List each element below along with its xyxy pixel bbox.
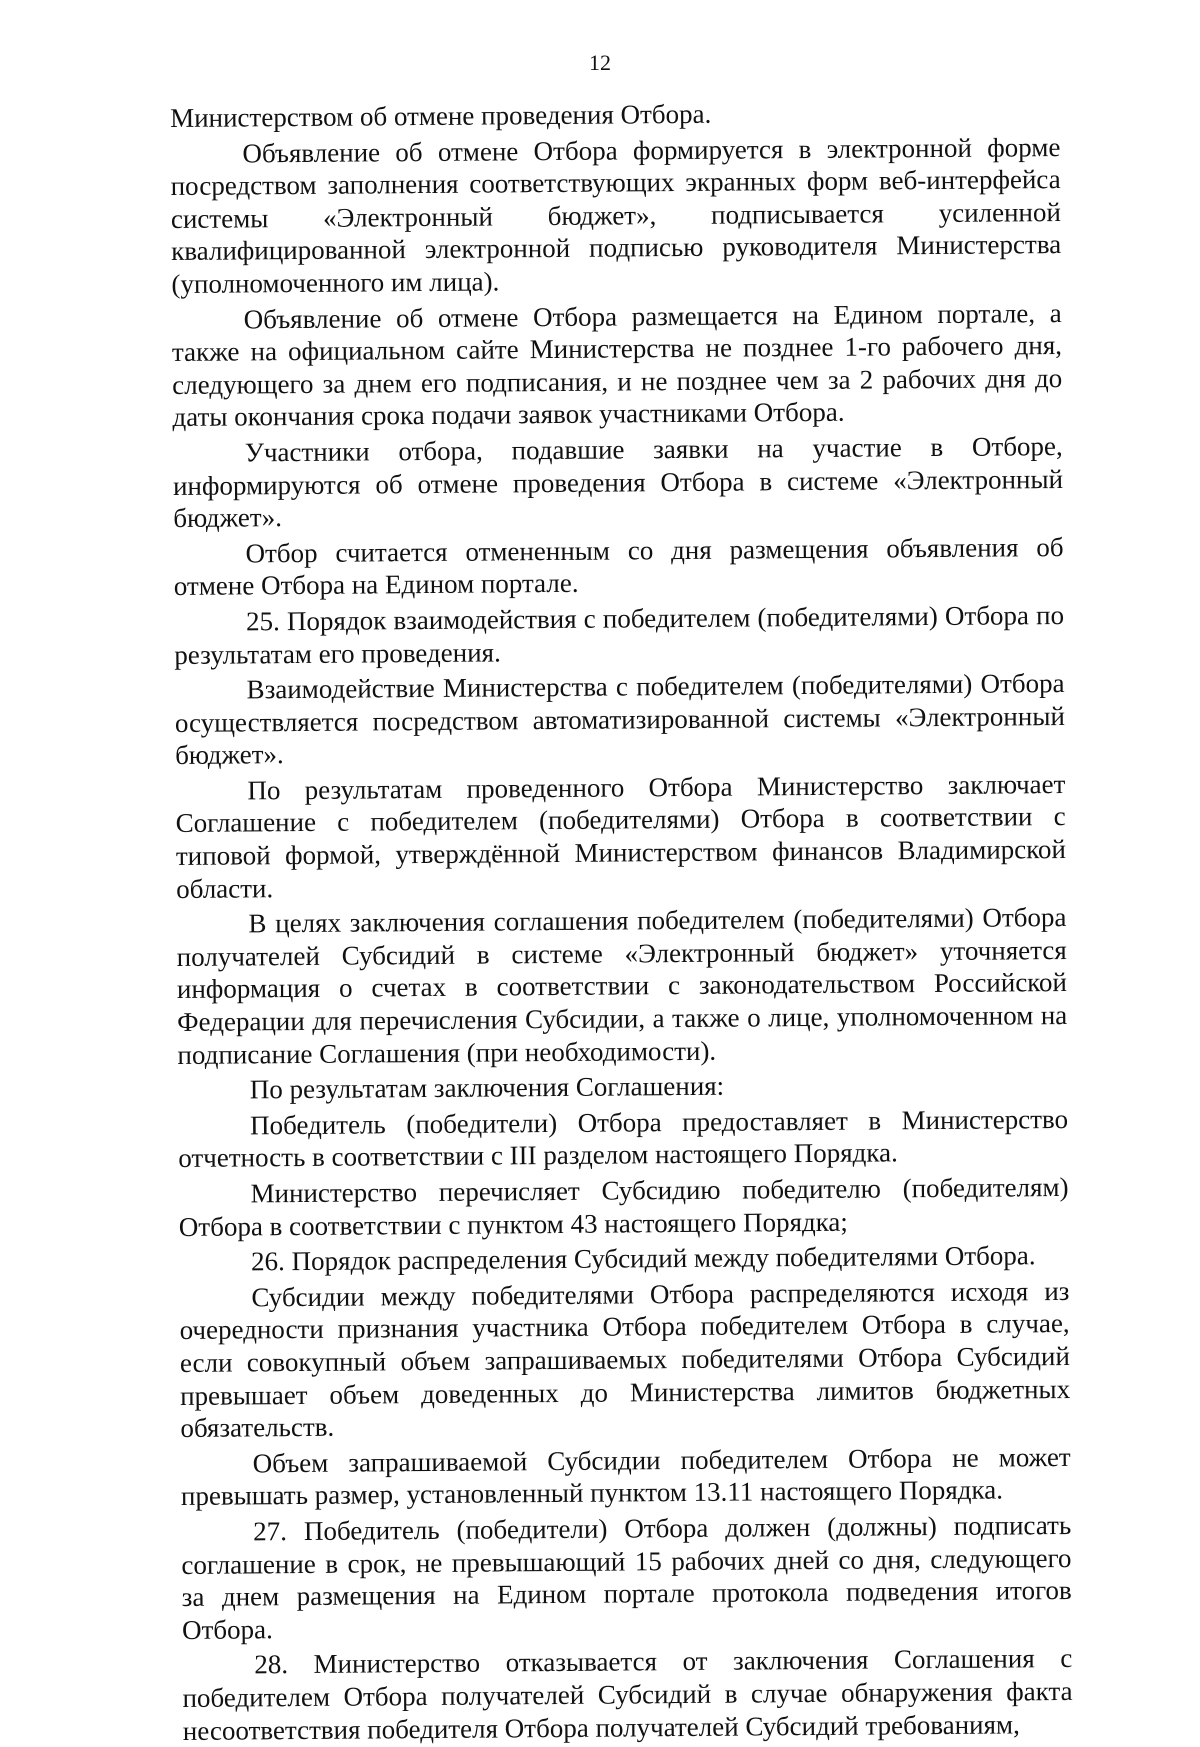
paragraph: По результатам заключения Соглашения:: [249, 1070, 725, 1105]
paragraph: Отбор считается отмененным со дня размещения объявления об отмене Отбора на Едином портале.: [173, 531, 1064, 602]
paragraph: Субсидии между победителями Отбора распределяются исходя из очередности признания участника Отбора победителем Отбора в случае, если совокупный объем запрашиваемых победителями Отбора Субсидий превышает объем доведенных до Министерства лимитов бюджетных обязательств.: [179, 1275, 1071, 1444]
page-number: 12: [589, 50, 611, 75]
paragraph: Участники отбора, подавшие заявки на участие в Отборе, информируются об отмене проведения Отбора в системе «Электронный бюджет».: [172, 430, 1064, 534]
section-heading: 26. Порядок распределения Субсидий между победителями Отбора.: [250, 1240, 1036, 1277]
paragraph: Министерством об отмене проведения Отбора.: [170, 98, 712, 133]
paragraph: В целях заключения соглашения победителем (победителями) Отбора получателей Субсидий в системе «Электронный бюджет» уточняется информация о счетах в соответствии с законодательством Российской Федерации для перечисления Субсидии, а также о лице, уполномоченном на подписание Соглашения (при необходимости).: [176, 902, 1068, 1070]
document-body: [170, 95, 1073, 1747]
paragraph: Министерство перечисляет Субсидию победителю (победителям) Отбора в соответствии с пунктом 43 настоящего Порядка;: [178, 1171, 1069, 1242]
paragraph: Объем запрашиваемой Субсидии победителем Отбора не может превышать размер, установленный пунктом 13.11 настоящего Порядка.: [180, 1441, 1071, 1512]
paragraph: Взаимодействие Министерства с победителем (победителями) Отбора осуществляется посредством автоматизированной системы «Электронный бюджет».: [174, 668, 1065, 771]
section-heading: 27. Победитель (победители) Отбора должен (должны) подписать соглашение в срок, не превышающий 15 рабочих дней со дня, следующего за днем размещения на Едином портале протокола подведения итогов Отбора.: [181, 1509, 1072, 1645]
paragraph: По результатам проведенного Отбора Министерство заключает Соглашение с победителем (победителями) Отбора в соответствии с типовой формой, утверждённой Министерством финансов Владимирской области.: [175, 768, 1067, 904]
paragraph: Победитель (победители) Отбора предоставляет в Министерство отчетность в соответствии с III разделом настоящего Порядка.: [178, 1103, 1069, 1174]
paragraph: Объявление об отмене Отбора размещается на Едином портале, а также на официальном сайте Министерства не позднее 1-го рабочего дня, следующего за днем его подписания, и не позднее чем за 2 рабочих дня до даты окончания срока подачи заявок участниками Отбора.: [171, 297, 1063, 433]
section-heading: 25. Порядок взаимодействия с победителем (победителями) Отбора по результатам его проведения.: [174, 599, 1065, 670]
section-heading: 28. Министерство отказывается от заключения Соглашения с победителем Отбора получателей Субсидий в случае обнаружения факта несоответствия победителя Отбора получателей Субсидий требованиям,: [182, 1643, 1073, 1746]
paragraph: Объявление об отмене Отбора формируется в электронной форме посредством заполнения соответствующих экранных форм веб-интерфейса системы «Электронный бюджет», подписывается усиленной квалифицированной электронной подписью руководителя Министерства (уполномоченного им лица).: [170, 131, 1062, 299]
